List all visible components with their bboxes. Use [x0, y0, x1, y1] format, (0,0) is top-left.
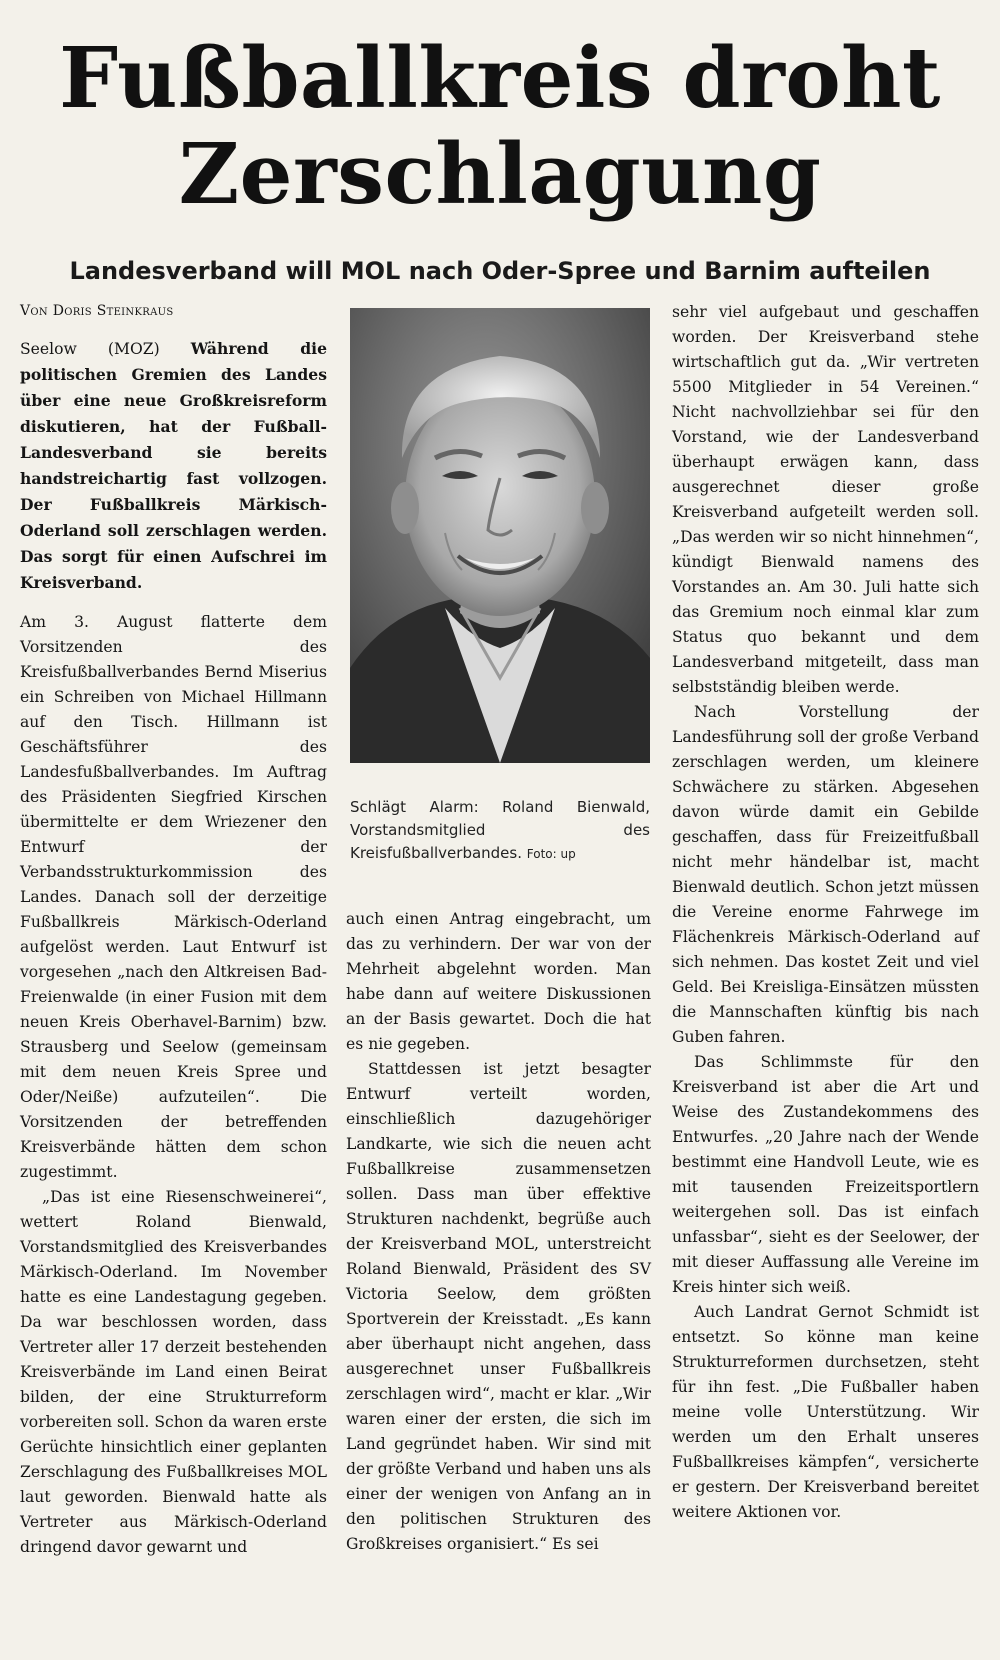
headline [0, 30, 1000, 222]
lead-text: Während die politischen Gremien des Landes über eine neue Großkreisreform diskutieren, hat der Fußball-Landesverband sie bereits handstreichartig fast vollzogen. Der Fußballkreis Märkisch-Oderland soll zerschlagen werden. Das sorgt für einen Aufschrei im Kreisverband. [20, 339, 327, 592]
body-paragraph: „Das ist eine Riesenschweinerei“, wettert Roland Bienwald, Vorstandsmitglied des Kreisverbandes Märkisch-Oderland. Im November hatte es eine Landestagung gegeben. Da war beschlossen worden, dass Vertreter aller 17 derzeit bestehenden Kreisverbände im Land einen Beirat bilden, der eine Strukturreform vorbereiten soll. Schon da waren erste Gerüchte hinsichtlich einer geplanten Zerschlagung des Fußballkreises MOL laut geworden. Bienwald hatte als Vertreter aus Märkisch-Oderland dringend davor gewarnt und [20, 1188, 327, 1556]
body-paragraph: Nach Vorstellung der Landesführung soll der große Verband zerschlagen werden, um kleinere Schwächere zu stärken. Abgesehen davon würde damit ein Gebilde geschaffen, dass für Freizeitfußball nicht mehr händelbar ist, macht Bienwald deutlich. Schon jetzt müssen die Vereine enorme Fahrwege im Flächenkreis Märkisch-Oderland auf sich nehmen. Das kostet Zeit und viel Geld. Bei Kreisliga-Einsätzen müssten die Mannschaften künftig bis nach Guben fahren. [672, 703, 979, 1046]
body-paragraph: Am 3. August flatterte dem Vorsitzenden des Kreisfußballverbandes Bernd Miserius ein Schreiben von Michael Hillmann auf den Tisch. Hillmann ist Geschäftsführer des Landesfußballverbandes. Im Auftrag des Präsidenten Siegfried Kirschen übermittelte er dem Wriezener den Entwurf der Verbandsstrukturkommission des Landes. Danach soll der derzeitige Fußballkreis Märkisch-Oderland aufgelöst werden. Laut Entwurf ist vorgesehen „nach den Altkreisen Bad-Freienwalde (in einer Fusion mit dem neuen Kreis Oberhavel-Barnim) bzw. Strausberg und Seelow (gemeinsam mit dem neuen Kreis Spree und Oder/Neiße) aufzuteilen“. Die Vorsitzenden der betreffenden Kreisverbände hätten dem schon zugestimmt. [20, 613, 327, 1181]
column-2 [346, 907, 651, 1557]
body-paragraph: Stattdessen ist jetzt besagter Entwurf verteilt worden, einschließlich dazugehöriger Landkarte, wie sich die neuen acht Fußballkreise zusammensetzen sollen. Dass man über effektive Strukturen nachdenkt, begrüße auch der Kreisverband MOL, unterstreicht Roland Bienwald, Präsident des SV Victoria Seelow, dem größten Sportverein der Kreisstadt. „Es kann aber überhaupt nicht angehen, dass ausgerechnet unser Fußballkreis zerschlagen wird“, macht er klar. „Wir waren einer der ersten, die sich im Land gegründet haben. Wir sind mit der größte Verband und haben uns als einer der wenigen von Anfang an in den politischen Strukturen des Großkreises organisiert.“ Es sei [346, 1060, 651, 1553]
body-paragraph: Das Schlimmste für den Kreisverband ist aber die Art und Weise des Zustandekommens des Entwurfes. „20 Jahre nach der Wende bestimmt eine Handvoll Leute, wie es mit tausenden Freizeitsportlern weitergehen soll. Das ist einfach unfassbar“, sieht es der Seelower, der mit dieser Auffassung alle Vereine im Kreis hinter sich weiß. [672, 1053, 979, 1296]
column-3 [672, 300, 979, 1525]
caption-text: Schlägt Alarm: Roland Bienwald, Vorstandsmitglied des Kreisfußballverbandes. [350, 798, 650, 862]
headline-line-1: Fußballkreis droht [59, 29, 941, 127]
byline: Von Doris Steinkraus [20, 303, 174, 319]
photo-caption [350, 796, 650, 866]
body-paragraph: sehr viel aufgebaut und geschaffen worden. Der Kreisverband stehe wirtschaftlich gut da. „Wir vertreten 5500 Mitglieder in 54 Vereinen.“ Nicht nachvollziehbar sei für den Vorstand, wie der Landesverband überhaupt erwägen kann, dass ausgerechnet dieser große Kreisverband aufgeteilt werden soll. „Das werden wir so nicht hinnehmen“, kündigt Bienwald namens des Vorstandes an. Am 30. Juli hatte sich das Gremium noch einmal klar zum Status quo bekannt und dem Landesverband mitgeteilt, dass man selbstständig bleiben werde. [672, 303, 979, 696]
photo-credit: Foto: up [526, 847, 576, 861]
column-1 [20, 300, 327, 1560]
body-paragraph: Auch Landrat Gernot Schmidt ist entsetzt. So könne man keine Strukturreformen durchsetzen, steht für ihn fest. „Die Fußballer haben meine volle Unterstützung. Wir werden um den Erhalt unseres Fußballkreises kämpfen“, versicherte er gestern. Der Kreisverband bereitet weitere Aktionen vor. [672, 1303, 979, 1521]
subheadline: Landesverband will MOL nach Oder-Spree und Barnim aufteilen [69, 257, 931, 285]
portrait-image [350, 308, 650, 763]
portrait-photo [350, 308, 650, 763]
headline-line-2: Zerschlagung [178, 125, 822, 223]
body-paragraph: auch einen Antrag eingebracht, um das zu verhindern. Der war von der Mehrheit abgelehnt worden. Man habe dann auf weitere Diskussionen an der Basis gewartet. Doch die hat es nie gegeben. [346, 910, 651, 1053]
lead-paragraph [20, 336, 327, 596]
dateline: Seelow (MOZ) [20, 340, 160, 358]
